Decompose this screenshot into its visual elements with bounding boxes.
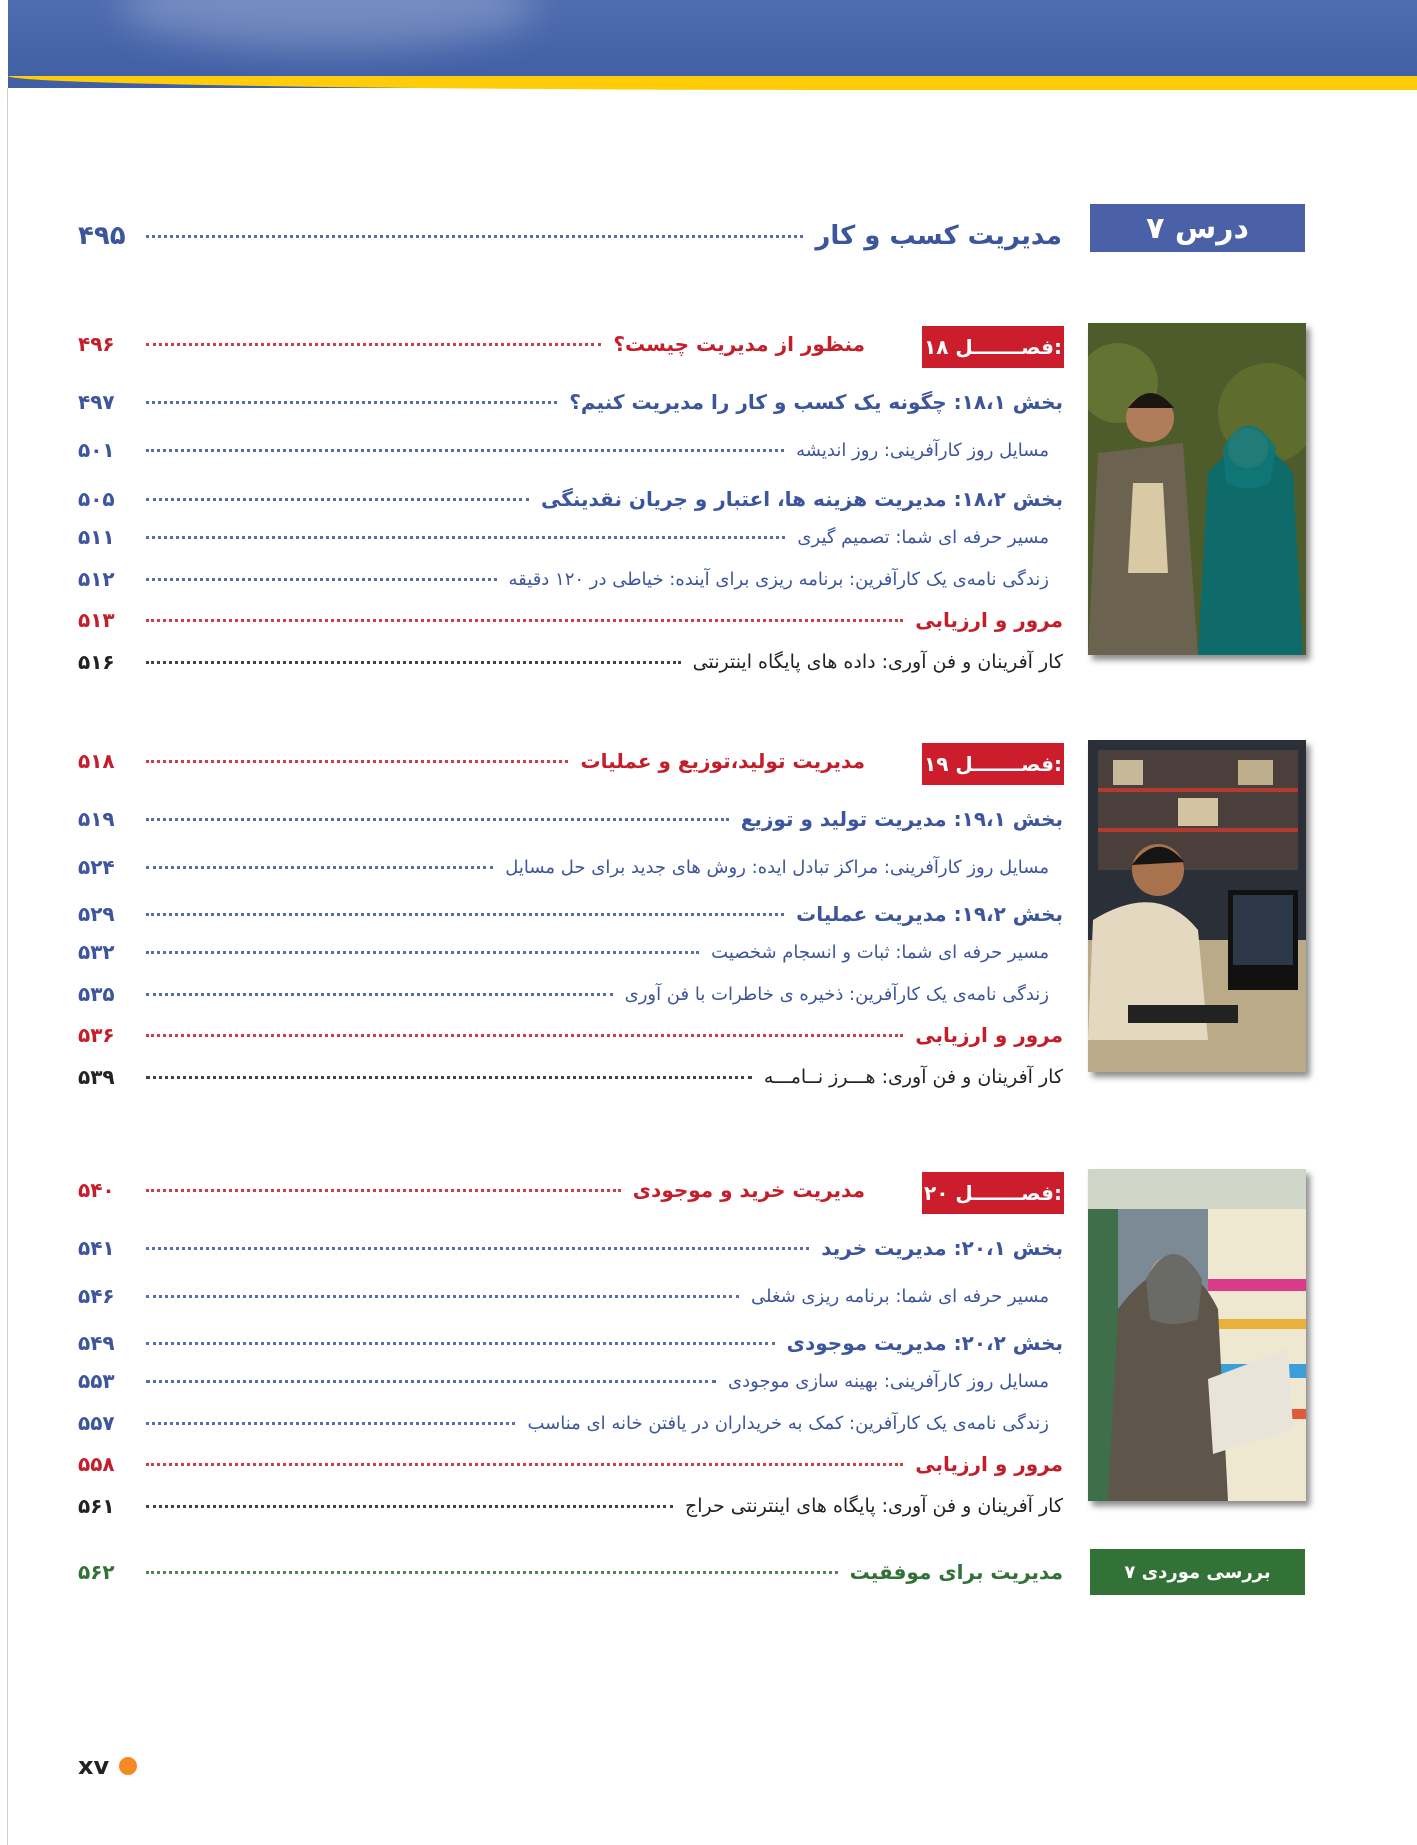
chapter-20-entry[interactable]	[78, 1173, 865, 1207]
toc-entry-label: مسایل روز کارآفرینی: مراکز تبادل ایده: روش های جدید برای حل مسایل	[505, 856, 1049, 878]
leader-dots	[146, 401, 557, 404]
toc-entry[interactable]	[78, 603, 1063, 637]
header-band	[8, 0, 1417, 88]
leader-dots	[146, 235, 803, 238]
chapter-18-page: ۴۹۶	[78, 332, 115, 356]
page-number-dot	[119, 1757, 137, 1775]
toc-entry-page: ۵۵۷	[78, 1411, 115, 1435]
leader-dots	[146, 449, 784, 452]
toc-entry-page: ۵۶۱	[78, 1494, 115, 1518]
leader-dots	[146, 343, 601, 346]
toc-entry[interactable]	[78, 433, 1049, 467]
leader-dots	[146, 1505, 673, 1508]
toc-entry[interactable]	[78, 1489, 1063, 1523]
toc-entry-label: مسیر حرفه ای شما: برنامه ریزی شغلی	[750, 1285, 1049, 1307]
toc-entry-label: مسیر حرفه ای شما: ثبات و انسجام شخصیت	[711, 941, 1049, 963]
toc-entry-label: مسایل روز کارآفرینی: روز اندیشه	[796, 439, 1049, 461]
toc-entry-label: زندگی نامه‌ی یک کارآفرین: برنامه ریزی برای آینده: خیاطی در ۱۲۰ دقیقه	[508, 568, 1049, 590]
unit-title: مدیریت کسب و کار	[815, 221, 1062, 251]
toc-entry-label: مرور و ارزیابی	[915, 1452, 1063, 1476]
chapter-18-label: فصـــــــل ۱۸:	[924, 335, 1062, 359]
toc-entry-page: ۵۳۵	[78, 982, 115, 1006]
chapter-20-page: ۵۴۰	[78, 1178, 115, 1202]
toc-entry[interactable]	[78, 1060, 1063, 1094]
photo-warehouse-worker	[1088, 740, 1306, 1072]
toc-entry-label: بخش ۱۸،۲: مدیریت هزینه ها، اعتبار و جریان نقدینگی	[540, 487, 1063, 511]
toc-entry-label: بخش ۱۸،۱: چگونه یک کسب و کار را مدیریت کنیم؟	[569, 390, 1063, 414]
toc-entry-page: ۴۹۷	[78, 390, 115, 414]
toc-entry-page: ۵۱۶	[78, 650, 115, 674]
chapter-19-title: مدیریت تولید،توزیع و عملیات	[580, 749, 865, 773]
toc-entry-page: ۵۳۹	[78, 1065, 115, 1089]
leader-dots	[146, 1422, 515, 1425]
toc-entry-page: ۵۳۶	[78, 1023, 115, 1047]
toc-entry[interactable]	[78, 1326, 1063, 1360]
chapter-20-badge	[922, 1172, 1064, 1214]
toc-entry-label: مرور و ارزیابی	[915, 1023, 1063, 1047]
leader-dots	[146, 993, 613, 996]
photo-inventory-clerk	[1088, 1169, 1306, 1501]
chapter-19-badge	[922, 743, 1064, 785]
toc-entry-page: ۵۲۴	[78, 855, 115, 879]
toc-entry-page: ۵۵۳	[78, 1369, 115, 1393]
toc-entry[interactable]	[78, 645, 1063, 679]
photo-two-entrepreneurs	[1088, 323, 1306, 655]
chapter-19-page: ۵۱۸	[78, 749, 115, 773]
toc-entry[interactable]	[78, 977, 1049, 1011]
leader-dots	[146, 1463, 903, 1466]
toc-entry-page: ۵۲۹	[78, 902, 115, 926]
toc-entry-page: ۵۴۹	[78, 1331, 115, 1355]
toc-entry[interactable]	[78, 802, 1063, 836]
leader-dots	[146, 760, 568, 763]
toc-entry-page: ۵۰۱	[78, 438, 115, 462]
toc-entry-page: ۵۴۱	[78, 1236, 115, 1260]
toc-entry-page: ۵۴۶	[78, 1284, 115, 1308]
toc-entry[interactable]	[78, 1406, 1049, 1440]
case-study-title: مدیریت برای موفقیت	[849, 1560, 1063, 1584]
toc-entry-page: ۵۰۵	[78, 487, 115, 511]
toc-entry-page: ۵۵۸	[78, 1452, 115, 1476]
page-number	[78, 1752, 137, 1780]
leader-dots	[146, 866, 493, 869]
chapter-18-title: منظور از مدیریت چیست؟	[613, 332, 865, 356]
case-study-label: بررسی موردی ۷	[1124, 1561, 1271, 1583]
leader-dots	[146, 913, 784, 916]
toc-entry[interactable]	[78, 1231, 1063, 1265]
toc-entry-label: کار آفرینان و فن آوری: پایگاه های اینترنتی حراج	[685, 1495, 1063, 1517]
toc-entry[interactable]	[78, 1279, 1049, 1313]
toc-entry[interactable]	[78, 1364, 1049, 1398]
toc-entry-label: مسایل روز کارآفرینی: بهینه سازی موجودی	[728, 1370, 1049, 1392]
chapter-18-badge	[922, 326, 1064, 368]
leader-dots	[146, 1247, 809, 1250]
chapter-19-label: فصـــــــل ۱۹:	[924, 752, 1062, 776]
toc-entry-label: بخش ۱۹،۲: مدیریت عملیات	[796, 902, 1063, 926]
leader-dots	[146, 1076, 752, 1079]
toc-entry[interactable]	[78, 385, 1063, 419]
toc-entry-label: کار آفرینان و فن آوری: هـــرز نــامـــه	[763, 1066, 1063, 1088]
leader-dots	[146, 1034, 903, 1037]
toc-entry-label: بخش ۲۰،۱: مدیریت خرید	[821, 1236, 1063, 1260]
case-study-entry[interactable]	[78, 1555, 1063, 1589]
leader-dots	[146, 818, 729, 821]
unit-badge	[1090, 204, 1305, 252]
page-number-text: xv	[78, 1752, 110, 1780]
leader-dots	[146, 1342, 775, 1345]
toc-entry[interactable]	[78, 1447, 1063, 1481]
case-study-page: ۵۶۲	[78, 1560, 115, 1584]
toc-entry[interactable]	[78, 562, 1049, 596]
leader-dots	[146, 619, 903, 622]
chapter-19-entry[interactable]	[78, 744, 865, 778]
toc-entry-page: ۵۱۳	[78, 608, 115, 632]
leader-dots	[146, 536, 785, 539]
leader-dots	[146, 1380, 716, 1383]
toc-entry-page: ۵۱۲	[78, 567, 115, 591]
leader-dots	[146, 498, 529, 501]
leader-dots	[146, 1571, 838, 1574]
chapter-18-entry[interactable]	[78, 327, 865, 361]
toc-entry-label: مسیر حرفه ای شما: تصمیم گیری	[797, 526, 1049, 548]
toc-entry-page: ۵۱۱	[78, 525, 115, 549]
chapter-20-label: فصـــــــل ۲۰:	[924, 1181, 1062, 1205]
toc-entry-label: بخش ۲۰،۲: مدیریت موجودی	[786, 1331, 1063, 1355]
unit-title-entry[interactable]	[78, 218, 1062, 254]
page-edge-rule	[7, 88, 8, 1845]
toc-entry-label: مرور و ارزیابی	[915, 608, 1063, 632]
toc-entry-label: زندگی نامه‌ی یک کارآفرین: کمک به خریداران در یافتن خانه ای مناسب	[527, 1412, 1049, 1434]
leader-dots	[146, 661, 681, 664]
chapter-20-title: مدیریت خرید و موجودی	[632, 1178, 865, 1202]
toc-entry[interactable]	[78, 1018, 1063, 1052]
toc-entry[interactable]	[78, 850, 1049, 884]
leader-dots	[146, 951, 699, 954]
toc-entry-label: زندگی نامه‌ی یک کارآفرین: ذخیره ی خاطرات با فن آوری	[624, 983, 1049, 1005]
toc-entry[interactable]	[78, 897, 1063, 931]
toc-entry[interactable]	[78, 935, 1049, 969]
toc-entry-label: بخش ۱۹،۱: مدیریت تولید و توزیع	[740, 807, 1063, 831]
toc-entry-label: کار آفرینان و فن آوری: داده های پایگاه اینترنتی	[692, 651, 1063, 673]
toc-entry-page: ۵۱۹	[78, 807, 115, 831]
unit-page: ۴۹۵	[78, 221, 126, 251]
unit-label: درس ۷	[1146, 210, 1249, 246]
leader-dots	[146, 1295, 739, 1298]
leader-dots	[146, 578, 497, 581]
toc-entry[interactable]	[78, 520, 1049, 554]
case-study-badge	[1090, 1549, 1305, 1595]
leader-dots	[146, 1189, 621, 1192]
toc-entry-page: ۵۳۲	[78, 940, 115, 964]
toc-entry[interactable]	[78, 482, 1063, 516]
